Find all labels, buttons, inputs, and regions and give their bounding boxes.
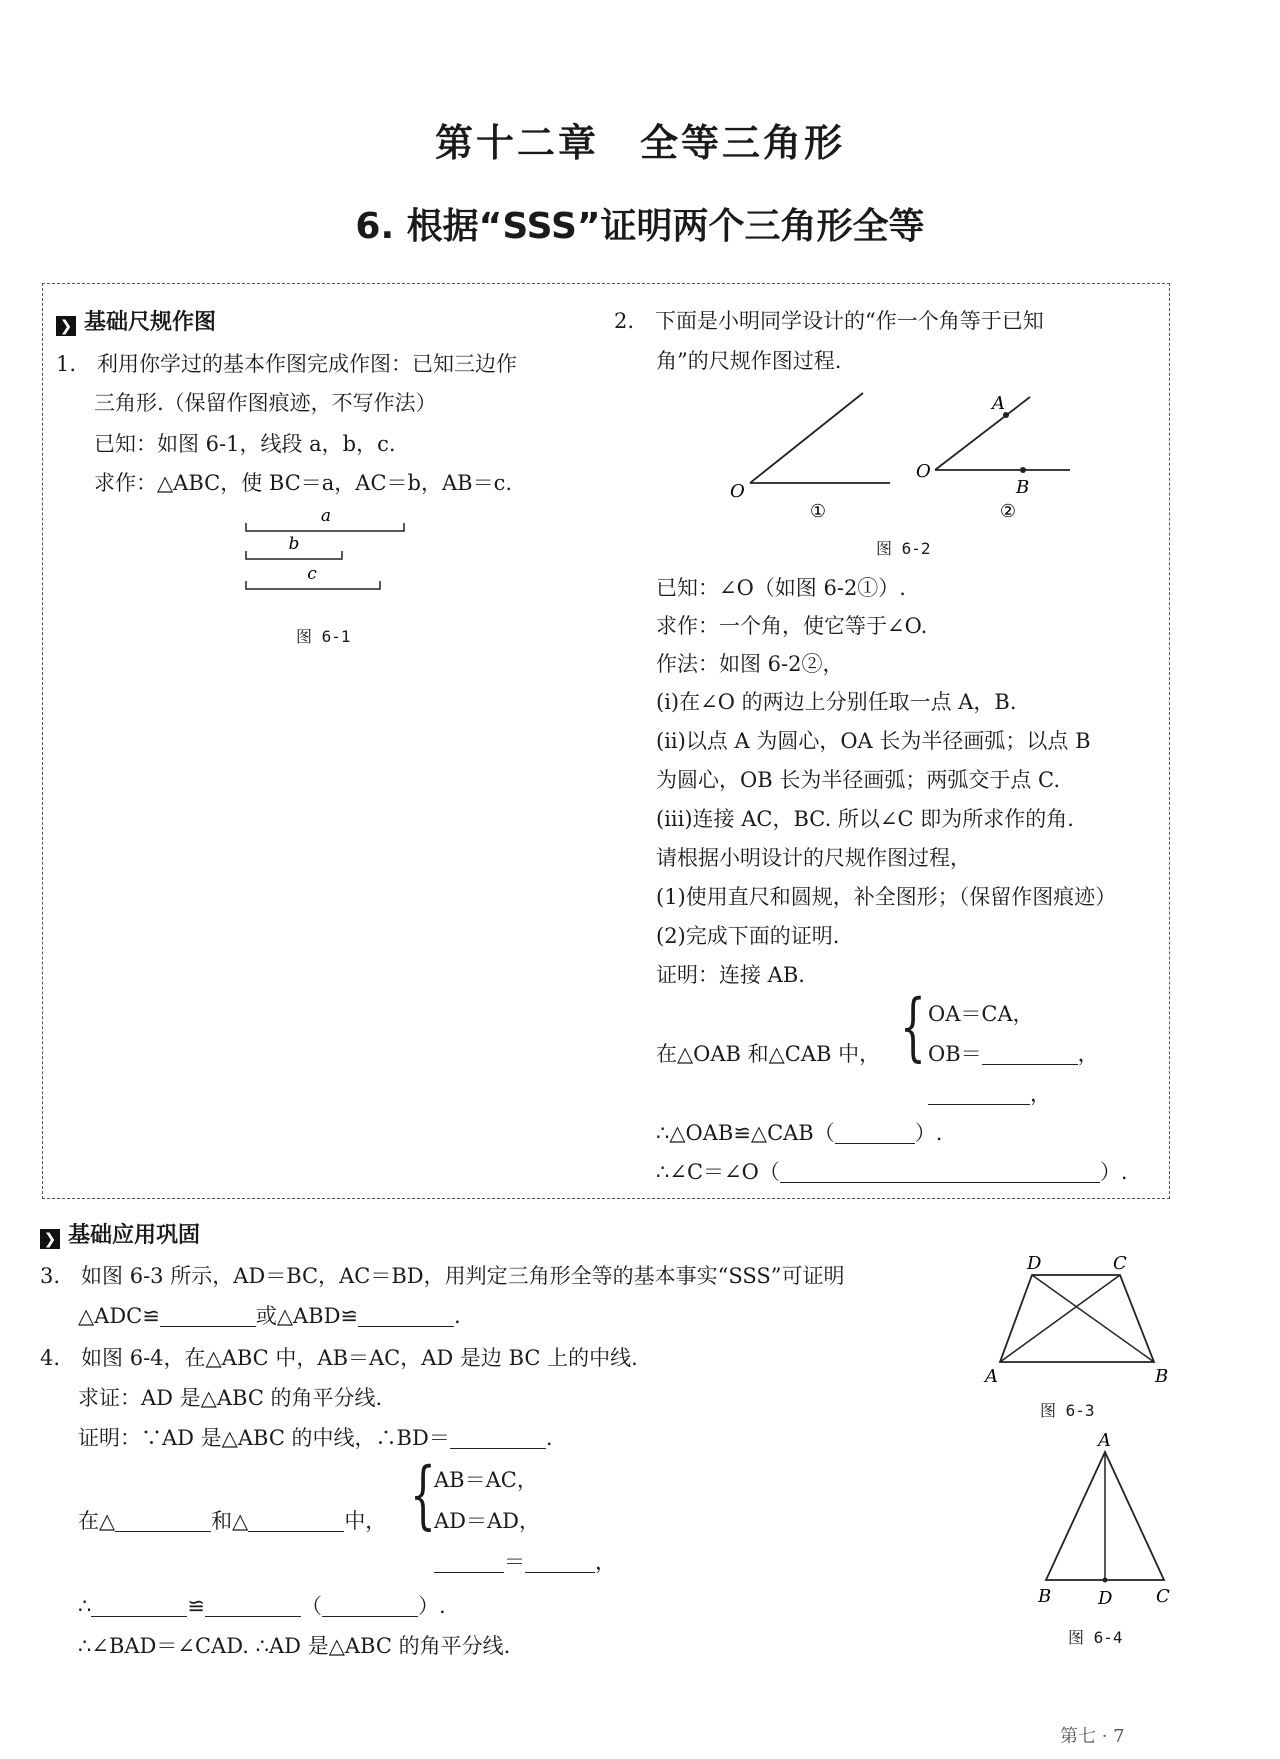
q4-blank-tri1[interactable]	[115, 1511, 211, 1532]
point-A-label: A	[992, 393, 1005, 414]
q4-conclusion: ∴∠BAD＝∠CAD. ∴AD 是△ABC 的角平分线.	[78, 1634, 511, 1658]
q4-t1-d: ）.	[417, 1594, 446, 1618]
arrow-marker-icon: ❯	[40, 1229, 60, 1249]
q2-proof-row3	[928, 1078, 1051, 1108]
q1-construct: 求作：△ABC，使 BC＝a，AC＝b，AB＝c.	[94, 471, 512, 495]
q3-text-c: .	[454, 1304, 461, 1328]
segment-a-label: a	[320, 506, 332, 526]
q2-step-8: (1)使用直尺和圆规，补全图形；（保留作图痕迹）	[656, 885, 1117, 909]
q4-blank-tri2[interactable]	[248, 1511, 344, 1532]
q2-step-0: 已知：∠O（如图 6-2①）.	[656, 576, 906, 600]
segment-c-label: c	[307, 564, 317, 584]
figure-6-4	[1030, 1432, 1170, 1612]
q4-row3-comma: ，	[595, 1550, 616, 1574]
q4-row1: AB＝AC，	[434, 1468, 538, 1492]
vertex-C-label: C	[1156, 1586, 1170, 1607]
q2-step-5: 为圆心，OB 长为半径画弧；两弧交于点 C.	[656, 768, 1060, 792]
q3-text-b: 或△ABD≌	[255, 1304, 359, 1328]
vertex-D-label: D	[1027, 1253, 1042, 1274]
section-heading-basic-construction	[56, 305, 216, 336]
q3-blank-1[interactable]	[160, 1306, 256, 1327]
q3-blank-2[interactable]	[358, 1306, 454, 1327]
arrow-marker-icon: ❯	[56, 316, 76, 336]
q4-blank-bd[interactable]	[450, 1428, 546, 1449]
q4-line1: 4. 如图 6-4，在△ABC 中，AB＝AC，AD 是边 BC 上的中线.	[40, 1346, 638, 1370]
vertex-A-label: A	[1098, 1432, 1111, 1451]
subfigure-2-label: ②	[999, 501, 1017, 522]
q2-blank-reason2[interactable]	[780, 1162, 1100, 1183]
angle1-ray-upper	[750, 393, 863, 483]
q2-proof-start: 证明：连接 AB.	[656, 963, 805, 987]
q2-therefore-angle	[656, 1156, 1128, 1186]
q4-blank-r3-right[interactable]	[525, 1552, 595, 1573]
q3-line2	[78, 1300, 461, 1330]
q2-line1: 2. 下面是小明同学设计的“作一个角等于已知	[614, 309, 1044, 333]
q4-in-b: 和△	[211, 1509, 249, 1533]
figure-6-1-caption: 图 6-1	[296, 627, 351, 646]
diagonal-DB	[1032, 1275, 1154, 1362]
q4-proof-end: .	[545, 1426, 553, 1450]
trapezoid-ADCB	[1000, 1275, 1154, 1362]
q4-in-c: 中，	[344, 1509, 387, 1533]
vertex-D-label: D	[1098, 1588, 1113, 1609]
q4-line2: 求证：AD 是△ABC 的角平分线.	[78, 1386, 383, 1410]
vertex-B-label: B	[1038, 1586, 1052, 1607]
q4-in-triangles	[78, 1505, 386, 1535]
chapter-title: 第十二章 全等三角形	[434, 121, 845, 165]
point-B-label: B	[1016, 477, 1030, 498]
q4-in-a: 在△	[78, 1509, 116, 1533]
q3-text-a: △ADC≌	[78, 1304, 160, 1328]
q2-proof-in-triangles: 在△OAB 和△CAB 中，	[656, 1042, 881, 1066]
angle1-vertex-label: O	[730, 481, 745, 502]
q2-therefore2-text: ∴∠C＝∠O（	[656, 1160, 780, 1184]
diagonal-CA	[1000, 1275, 1120, 1362]
q4-row2: AD＝AD，	[434, 1509, 541, 1533]
section-title: 6. 根据“SSS”证明两个三角形全等	[355, 206, 925, 247]
q2-step-4: (ii)以点 A 为圆心，OA 长为半径画弧；以点 B	[656, 729, 1091, 753]
section-heading-label: 基础尺规作图	[84, 310, 217, 335]
q2-therefore2-end: ）.	[1099, 1160, 1128, 1184]
q2-proof-row2-comma: ，	[1077, 1042, 1099, 1066]
q2-therefore1-text: ∴△OAB≌△CAB（	[656, 1121, 835, 1145]
figure-6-2-caption: 图 6-2	[876, 539, 931, 558]
q2-step-3: (i)在∠O 的两边上分别任取一点 A，B.	[656, 690, 1017, 714]
q2-step-6: (iii)连接 AC，BC. 所以∠C 即为所求作的角.	[656, 807, 1074, 831]
figure-6-1-segments	[236, 505, 416, 600]
point-B	[1020, 467, 1026, 473]
vertex-C-label: C	[1113, 1253, 1127, 1274]
page-corner-marker: 第七 · 7	[1060, 1726, 1125, 1747]
q2-step-1: 求作：一个角，使它等于∠O.	[656, 614, 928, 638]
q2-therefore1-end: ）.	[914, 1121, 943, 1145]
q4-line3	[78, 1422, 553, 1452]
q2-blank-ob[interactable]	[982, 1044, 1078, 1065]
angle2-ray-upper	[935, 397, 1030, 470]
q4-left-brace: {	[410, 1452, 436, 1538]
q2-proof-row1: OA＝CA，	[928, 1002, 1034, 1026]
subfigure-1-label: ①	[809, 501, 827, 522]
section-heading-basic-application	[40, 1218, 200, 1249]
q4-proof-text: 证明：∵AD 是△ABC 的中线，∴BD＝	[78, 1426, 450, 1450]
q1-line2: 三角形.（保留作图痕迹，不写作法）	[94, 391, 437, 415]
segment-b-label: b	[288, 534, 300, 554]
q2-step-9: (2)完成下面的证明.	[656, 924, 840, 948]
figure-6-3	[975, 1250, 1175, 1390]
q1-given: 已知：如图 6-1，线段 a，b，c.	[94, 432, 396, 456]
q2-step-2: 作法：如图 6-2②，	[656, 652, 844, 676]
figure-6-3-caption: 图 6-3	[1040, 1401, 1095, 1420]
vertex-A-label: A	[985, 1366, 998, 1387]
q2-step-7: 请根据小明设计的尺规作图过程，	[656, 846, 971, 870]
q4-t1-c: （	[300, 1594, 322, 1618]
q2-therefore-congruent	[656, 1117, 942, 1147]
q4-row3	[434, 1546, 616, 1576]
q2-line2: 角”的尺规作图过程.	[656, 349, 842, 373]
q4-blank-reason[interactable]	[322, 1596, 418, 1617]
q2-proof-row2	[928, 1038, 1099, 1068]
section-heading-label: 基础应用巩固	[68, 1223, 201, 1248]
q3-line1: 3. 如图 6-3 所示，AD＝BC，AC＝BD，用判定三角形全等的基本事实“SSS”可证明	[40, 1264, 845, 1288]
q4-blank-r3-left[interactable]	[434, 1552, 504, 1573]
q4-blank-c2[interactable]	[205, 1596, 301, 1617]
q2-proof-row2-label: OB＝	[928, 1042, 982, 1066]
angle2-vertex-label: O	[916, 461, 931, 482]
point-D	[1103, 1578, 1108, 1583]
figure-6-4-caption: 图 6-4	[1068, 1628, 1123, 1647]
q4-t1-b: ≌	[187, 1594, 205, 1618]
q2-blank-reason1[interactable]	[835, 1123, 915, 1144]
q4-blank-c1[interactable]	[91, 1596, 187, 1617]
q2-proof-row3-comma: ，	[1030, 1082, 1051, 1106]
q2-blank-row3[interactable]	[928, 1084, 1030, 1105]
q4-t1-a: ∴	[78, 1594, 92, 1618]
vertex-B-label: B	[1155, 1366, 1169, 1387]
q4-therefore-congruent	[78, 1590, 446, 1620]
q2-left-brace: {	[900, 984, 926, 1070]
q1-line1: 1. 利用你学过的基本作图完成作图：已知三边作	[56, 352, 518, 376]
figure-6-2	[720, 385, 1080, 525]
q4-row3-eq: ＝	[504, 1550, 525, 1574]
